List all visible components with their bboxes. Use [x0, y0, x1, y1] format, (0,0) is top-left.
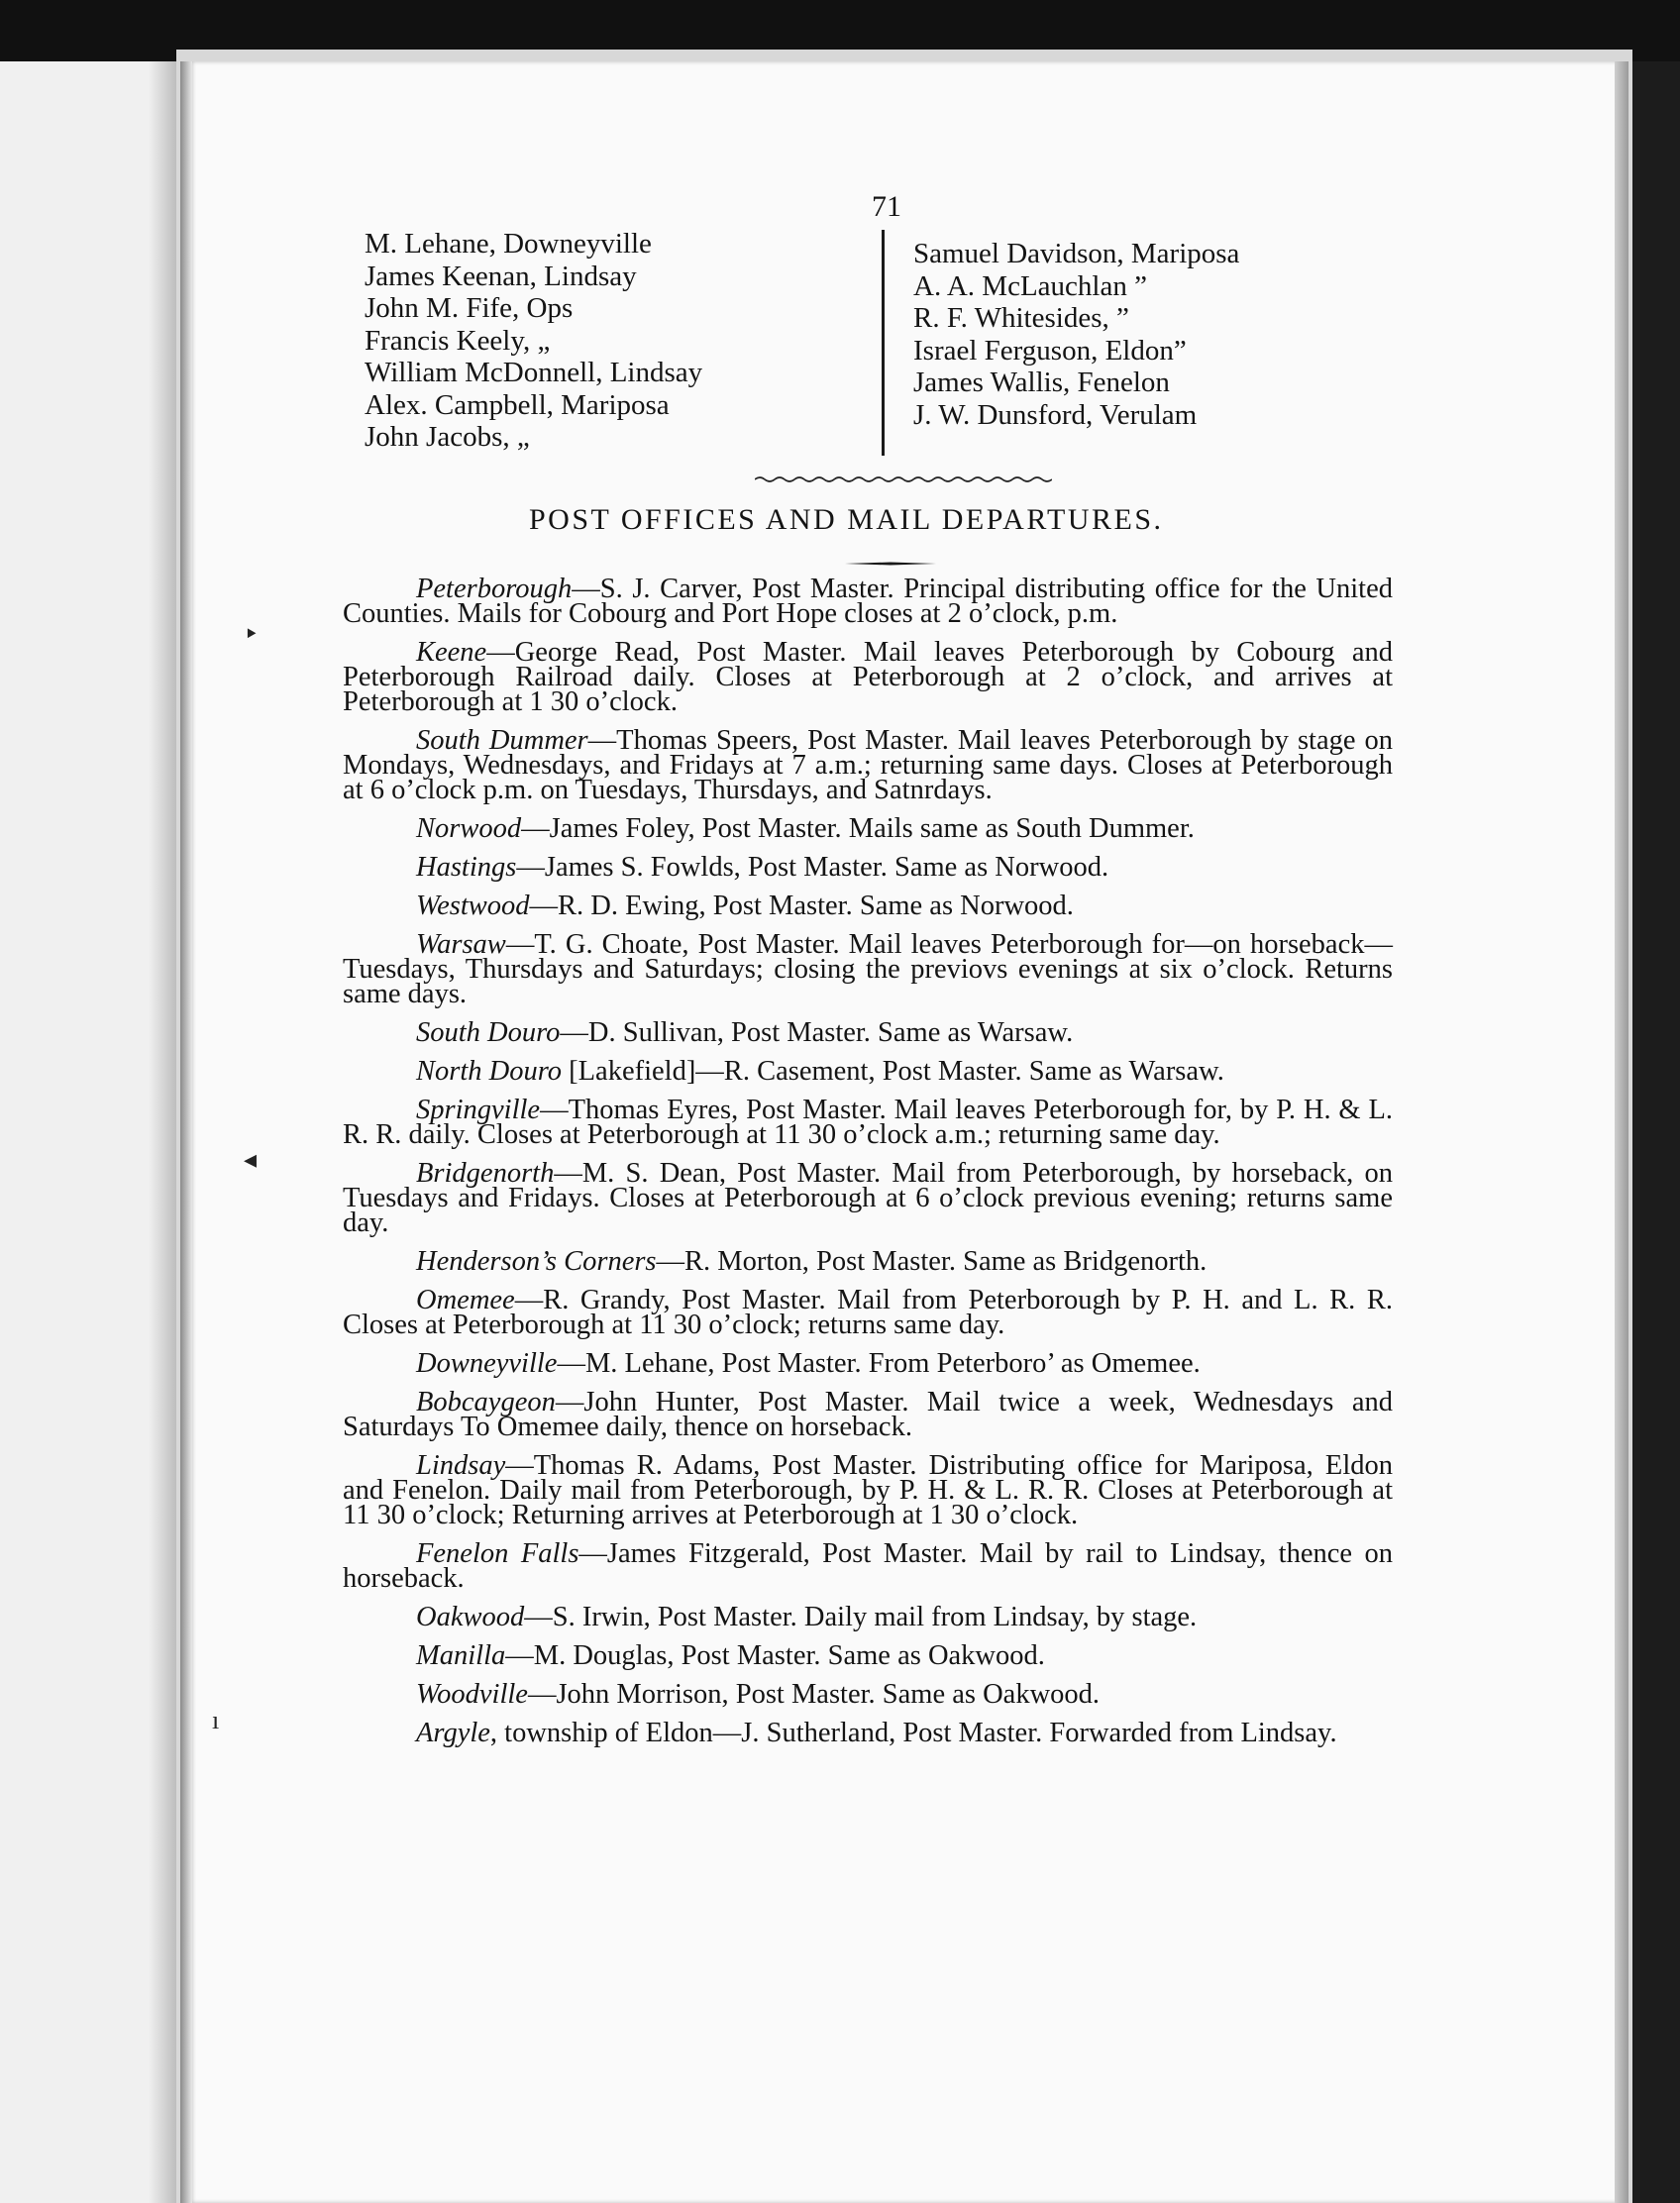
- page-binding: [180, 61, 192, 2203]
- name-line: Israel Ferguson, Eldon”: [913, 334, 1187, 367]
- place-name: Warsaw: [416, 929, 506, 960]
- place-name: North Douro: [416, 1056, 563, 1087]
- place-name: Peterborough: [416, 574, 573, 604]
- entry-text: —S. Irwin, Post Master. Daily mail from Lindsay, by stage.: [524, 1602, 1198, 1632]
- post-office-entry: [343, 1246, 1393, 1277]
- names-column-left: [365, 228, 702, 454]
- section-title: POST OFFICES AND MAIL DEPARTURES.: [529, 503, 1164, 536]
- entry-text: —John Hunter, Post Master. Mail twice a week, Wednesdays and Saturdays To Omemee daily, thence on horseback.: [343, 1387, 1393, 1442]
- place-name: Fenelon Falls: [416, 1538, 579, 1569]
- name-line: John M. Fife, Ops: [365, 292, 574, 324]
- place-name: South Douro: [416, 1017, 561, 1048]
- post-office-entry: [343, 1285, 1393, 1340]
- place-name: Westwood: [416, 891, 530, 921]
- column-divider: [882, 230, 885, 456]
- entry-text: —T. G. Choate, Post Master. Mail leaves Peterborough for—on horseback—Tuesdays, Thursdays and Saturdays; closing the previovs evenings at six o’clock. Returns same days.: [343, 929, 1393, 1009]
- name-line: William McDonnell, Lindsay: [365, 357, 703, 388]
- margin-tick: ◂: [244, 1145, 258, 1174]
- name-line: Alex. Campbell, Mariposa: [365, 388, 670, 421]
- entry-text: —Thomas Speers, Post Master. Mail leaves Peterborough by stage on Mondays, Wednesdays, and Fridays at 7 a.m.; returning same days. Closes at Peterborough at 6 o’clock p.m. on Tuesdays, Thursdays, and Satnrdays.: [343, 725, 1393, 805]
- place-name: Woodville: [416, 1679, 528, 1710]
- gutter-shadow: [149, 0, 176, 2203]
- post-office-entries: [343, 574, 1393, 1759]
- title-rule: [845, 562, 936, 566]
- post-office-entry: [343, 637, 1393, 717]
- place-name: Henderson’s Corners: [416, 1246, 657, 1277]
- post-office-entry: [343, 813, 1393, 844]
- post-office-entry: [343, 574, 1393, 629]
- post-office-entry: [343, 1056, 1393, 1087]
- post-office-entry: [343, 929, 1393, 1009]
- post-office-entry: [343, 1387, 1393, 1442]
- post-office-entry: [343, 1158, 1393, 1238]
- name-line: J. W. Dunsford, Verulam: [913, 398, 1198, 431]
- name-line: Francis Keely, „: [365, 324, 551, 357]
- place-name: Lindsay: [416, 1450, 506, 1481]
- post-office-entry: [343, 1538, 1393, 1594]
- post-office-entry: [343, 725, 1393, 805]
- name-line: Samuel Davidson, Mariposa: [913, 238, 1240, 269]
- entry-text: —George Read, Post Master. Mail leaves Peterborough by Cobourg and Peterborough Railroad daily. Closes at Peterborough at 2 o’clock, and arrives at Peterborough at 1 30 o’clock.: [343, 637, 1393, 717]
- entry-text: —James Fitzgerald, Post Master. Mail by rail to Lindsay, thence on horseback.: [343, 1538, 1393, 1594]
- entry-text: —R. Morton, Post Master. Same as Bridgenorth.: [656, 1246, 1208, 1277]
- entry-text: —Thomas R. Adams, Post Master. Distributing office for Mariposa, Eldon and Fenelon. Daily mail from Peterborough, by P. H. & L. R. R. Closes at Peterborough at 11 30 o’clock; Returning arrives at Peterborough at 1 30 o’clock.: [343, 1450, 1393, 1530]
- name-line: James Wallis, Fenelon: [913, 367, 1170, 398]
- post-office-entry: [343, 1679, 1393, 1710]
- place-name: Manilla: [416, 1640, 506, 1671]
- post-office-entry: [343, 1095, 1393, 1150]
- name-line: James Keenan, Lindsay: [365, 260, 637, 292]
- entry-text: —James S. Fowlds, Post Master. Same as Norwood.: [516, 852, 1109, 883]
- place-name: Downeyville: [416, 1348, 558, 1379]
- name-line: A. A. McLauchlan ”: [913, 269, 1147, 302]
- entry-text: —M. Douglas, Post Master. Same as Oakwood.: [505, 1640, 1045, 1671]
- entry-text: —M. S. Dean, Post Master. Mail from Peterborough, by horseback, on Tuesdays and Fridays. Closes at Peterborough at 6 o’clock previous evening; returns same day.: [343, 1158, 1393, 1238]
- place-name: Bobcaygeon: [416, 1387, 556, 1417]
- entry-text: —John Morrison, Post Master. Same as Oakwood.: [527, 1679, 1101, 1710]
- post-office-entry: [343, 1640, 1393, 1671]
- post-office-entry: [343, 1718, 1393, 1748]
- place-name: Springville: [416, 1095, 541, 1125]
- post-office-entry: [343, 1602, 1393, 1632]
- decorative-wavy-rule: [755, 473, 1052, 485]
- post-office-entry: [343, 1450, 1393, 1530]
- entry-text: [Lakefield]—R. Casement, Post Master. Same as Warsaw.: [562, 1056, 1224, 1087]
- entry-text: —S. J. Carver, Post Master. Principal distributing office for the United Counties. Mails for Cobourg and Port Hope closes at 2 o’clock, p.m.: [343, 574, 1393, 629]
- post-office-entry: [343, 1348, 1393, 1379]
- entry-text: —R. D. Ewing, Post Master. Same as Norwood.: [529, 891, 1074, 921]
- place-name: Keene: [416, 637, 487, 668]
- name-line: M. Lehane, Downeyville: [365, 228, 652, 260]
- page-right-edge: [1615, 61, 1628, 2203]
- page-number: 71: [872, 190, 901, 223]
- place-name: Norwood: [416, 813, 522, 844]
- place-name: South Dummer: [416, 725, 588, 756]
- place-name: Hastings: [416, 852, 517, 883]
- place-name: Bridgenorth: [416, 1158, 555, 1189]
- place-name: Oakwood: [416, 1602, 525, 1632]
- entry-text: —James Foley, Post Master. Mails same as South Dummer.: [521, 813, 1195, 844]
- entry-text: —M. Lehane, Post Master. From Peterboro’ as Omemee.: [557, 1348, 1201, 1379]
- name-line: R. F. Whitesides, ”: [913, 302, 1129, 334]
- place-name: Omemee: [416, 1285, 515, 1315]
- names-column-right: [913, 238, 1239, 431]
- post-office-entry: [343, 1017, 1393, 1048]
- entry-text: —R. Grandy, Post Master. Mail from Peterborough by P. H. and L. R. R. Closes at Peterborough at 11 30 o’clock; returns same day.: [343, 1285, 1393, 1340]
- post-office-entry: [343, 891, 1393, 921]
- place-name: Argyle: [416, 1718, 490, 1748]
- name-line: John Jacobs, „: [365, 421, 530, 453]
- entry-text: —D. Sullivan, Post Master. Same as Warsaw.: [560, 1017, 1074, 1048]
- entry-text: , township of Eldon—J. Sutherland, Post Master. Forwarded from Lindsay.: [489, 1718, 1337, 1748]
- entry-text: —Thomas Eyres, Post Master. Mail leaves Peterborough for, by P. H. & L. R. R. daily. Closes at Peterborough at 11 30 o’clock a.m.; returning same day.: [343, 1095, 1393, 1150]
- margin-tick: ı: [212, 1706, 220, 1734]
- margin-tick: ‣: [244, 620, 260, 649]
- post-office-entry: [343, 852, 1393, 883]
